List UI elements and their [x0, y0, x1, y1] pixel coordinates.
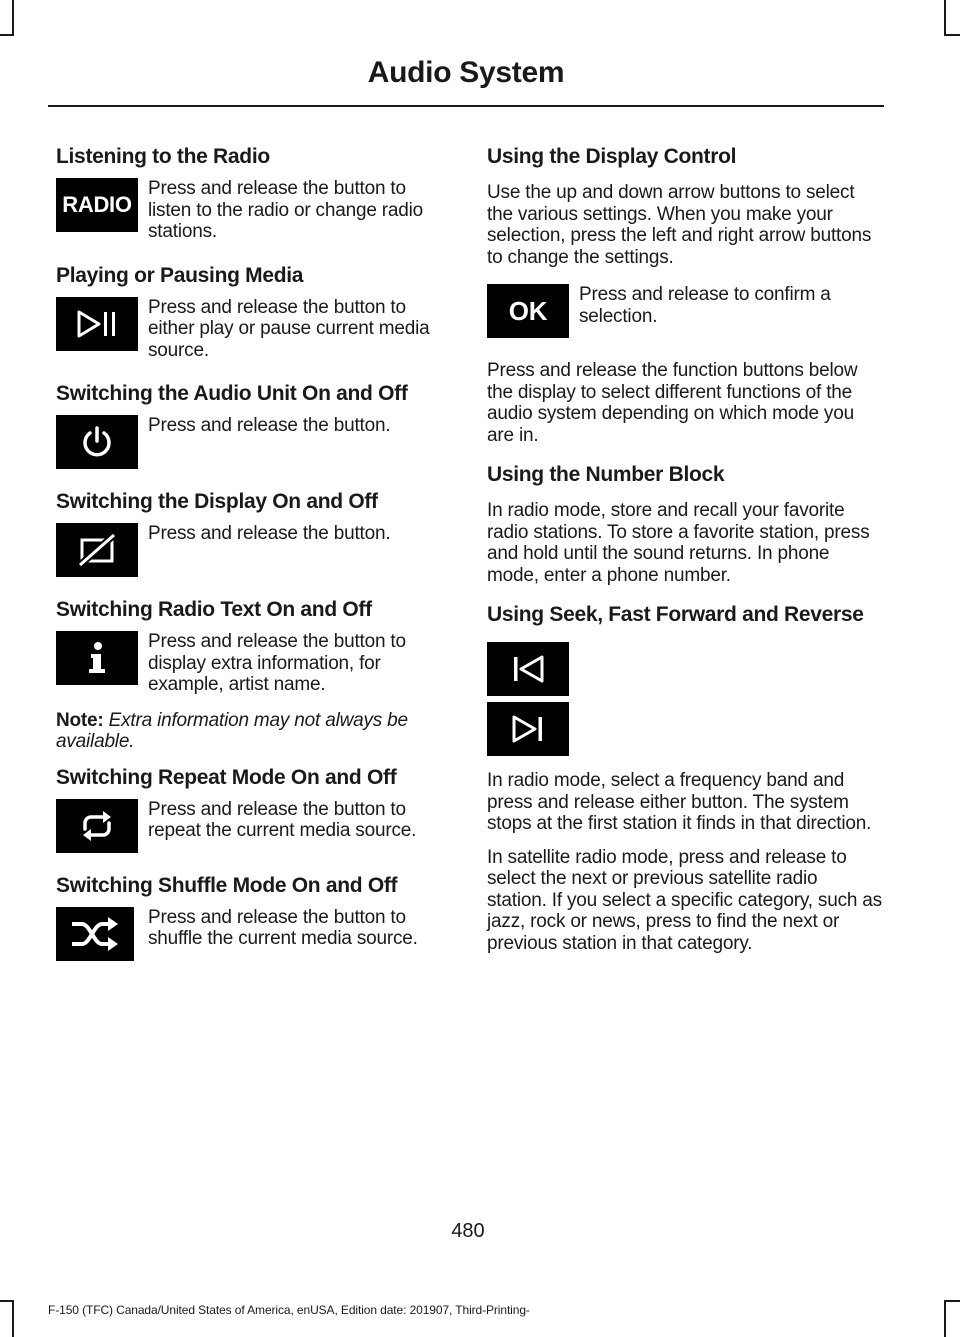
note-label: Note:	[56, 709, 104, 731]
crop-mark	[12, 0, 14, 36]
play-pause-icon	[56, 297, 138, 351]
crop-mark	[0, 34, 14, 36]
seek-icons	[487, 642, 882, 756]
page-number: 480	[451, 1220, 485, 1242]
play-pause-row	[56, 297, 448, 362]
crop-mark	[944, 1300, 960, 1302]
right-column	[487, 146, 882, 966]
radio-text-row	[56, 631, 448, 696]
radio-icon-label: RADIO	[62, 192, 132, 217]
section-title-number-block: Using the Number Block	[487, 463, 725, 486]
display-power-row	[56, 523, 448, 577]
repeat-description: Press and release the button to repeat the current media source.	[148, 798, 417, 841]
page-header-title: Audio System	[367, 56, 565, 89]
section-title-repeat: Switching Repeat Mode On and Off	[56, 765, 397, 789]
section-title-play-pause: Playing or Pausing Media	[56, 263, 304, 287]
seek-forward-icon	[487, 702, 569, 756]
section-title-audio-power: Switching the Audio Unit On and Off	[56, 382, 408, 405]
ok-row	[487, 284, 882, 338]
section-title-radio: Listening to the Radio	[56, 145, 270, 168]
seek-paragraph-1: In radio mode, select a frequency band and press and release either button. The system stops at the first station it finds in that direction.	[487, 770, 872, 834]
radio-description: Press and release the button to listen to the radio or change radio stations.	[148, 178, 424, 242]
repeat-row	[56, 799, 448, 853]
ok-icon	[487, 284, 569, 338]
display-off-icon	[56, 523, 138, 577]
section-title-radio-text: Switching Radio Text On and Off	[56, 598, 372, 621]
seek-back-icon	[487, 642, 569, 696]
shuffle-row	[56, 907, 448, 961]
section-title-display-control: Using the Display Control	[487, 145, 737, 168]
display-power-description: Press and release the button.	[148, 523, 391, 544]
radio-row	[56, 178, 448, 243]
left-column	[56, 146, 448, 983]
repeat-icon	[56, 799, 138, 853]
play-pause-description: Press and release the button to either play or pause current media source.	[148, 296, 430, 361]
audio-power-row	[56, 415, 448, 469]
display-control-paragraph-1: Use the up and down arrow buttons to select the various settings. When you make your selection, press the left and right arrow buttons to change the settings.	[487, 182, 872, 268]
seek-paragraph-2: In satellite radio mode, press and release to select the next or previous satellite radio station. If you select a specific category, such as jazz, rock or news, press to find the next or previous station in that category.	[487, 846, 882, 954]
ok-description: Press and release to confirm a selection.	[579, 284, 831, 327]
crop-mark	[944, 34, 960, 36]
crop-mark	[0, 1300, 14, 1302]
header-rule	[48, 105, 884, 107]
footer-edition-info: F-150 (TFC) Canada/United States of America, enUSA, Edition date: 201907, Third-Printing-	[48, 1303, 530, 1317]
shuffle-description: Press and release the button to shuffle the current media source.	[148, 906, 418, 949]
radio-text-description: Press and release the button to display extra information, for example, artist name.	[148, 631, 406, 695]
crop-mark	[944, 1300, 946, 1337]
section-title-display-power: Switching the Display On and Off	[56, 490, 378, 513]
ok-icon-label: OK	[508, 295, 548, 326]
radio-icon	[56, 178, 138, 232]
audio-power-description: Press and release the button.	[148, 415, 391, 436]
number-block-paragraph: In radio mode, store and recall your favorite radio stations. To store a favorite station, press and hold until the sound returns. In phone mode, enter a phone number.	[487, 500, 870, 586]
shuffle-icon	[56, 907, 134, 961]
info-icon	[56, 631, 138, 685]
section-title-seek: Using Seek, Fast Forward and Reverse	[487, 603, 864, 626]
crop-mark	[944, 0, 946, 36]
radio-text-note	[56, 710, 448, 753]
power-icon	[56, 415, 138, 469]
display-control-paragraph-2: Press and release the function buttons below the display to select different functions of the audio system depending on which mode you are in.	[487, 360, 858, 446]
section-title-shuffle: Switching Shuffle Mode On and Off	[56, 873, 398, 897]
crop-mark	[12, 1300, 14, 1337]
note-text: Extra information may not always be available.	[56, 709, 408, 752]
